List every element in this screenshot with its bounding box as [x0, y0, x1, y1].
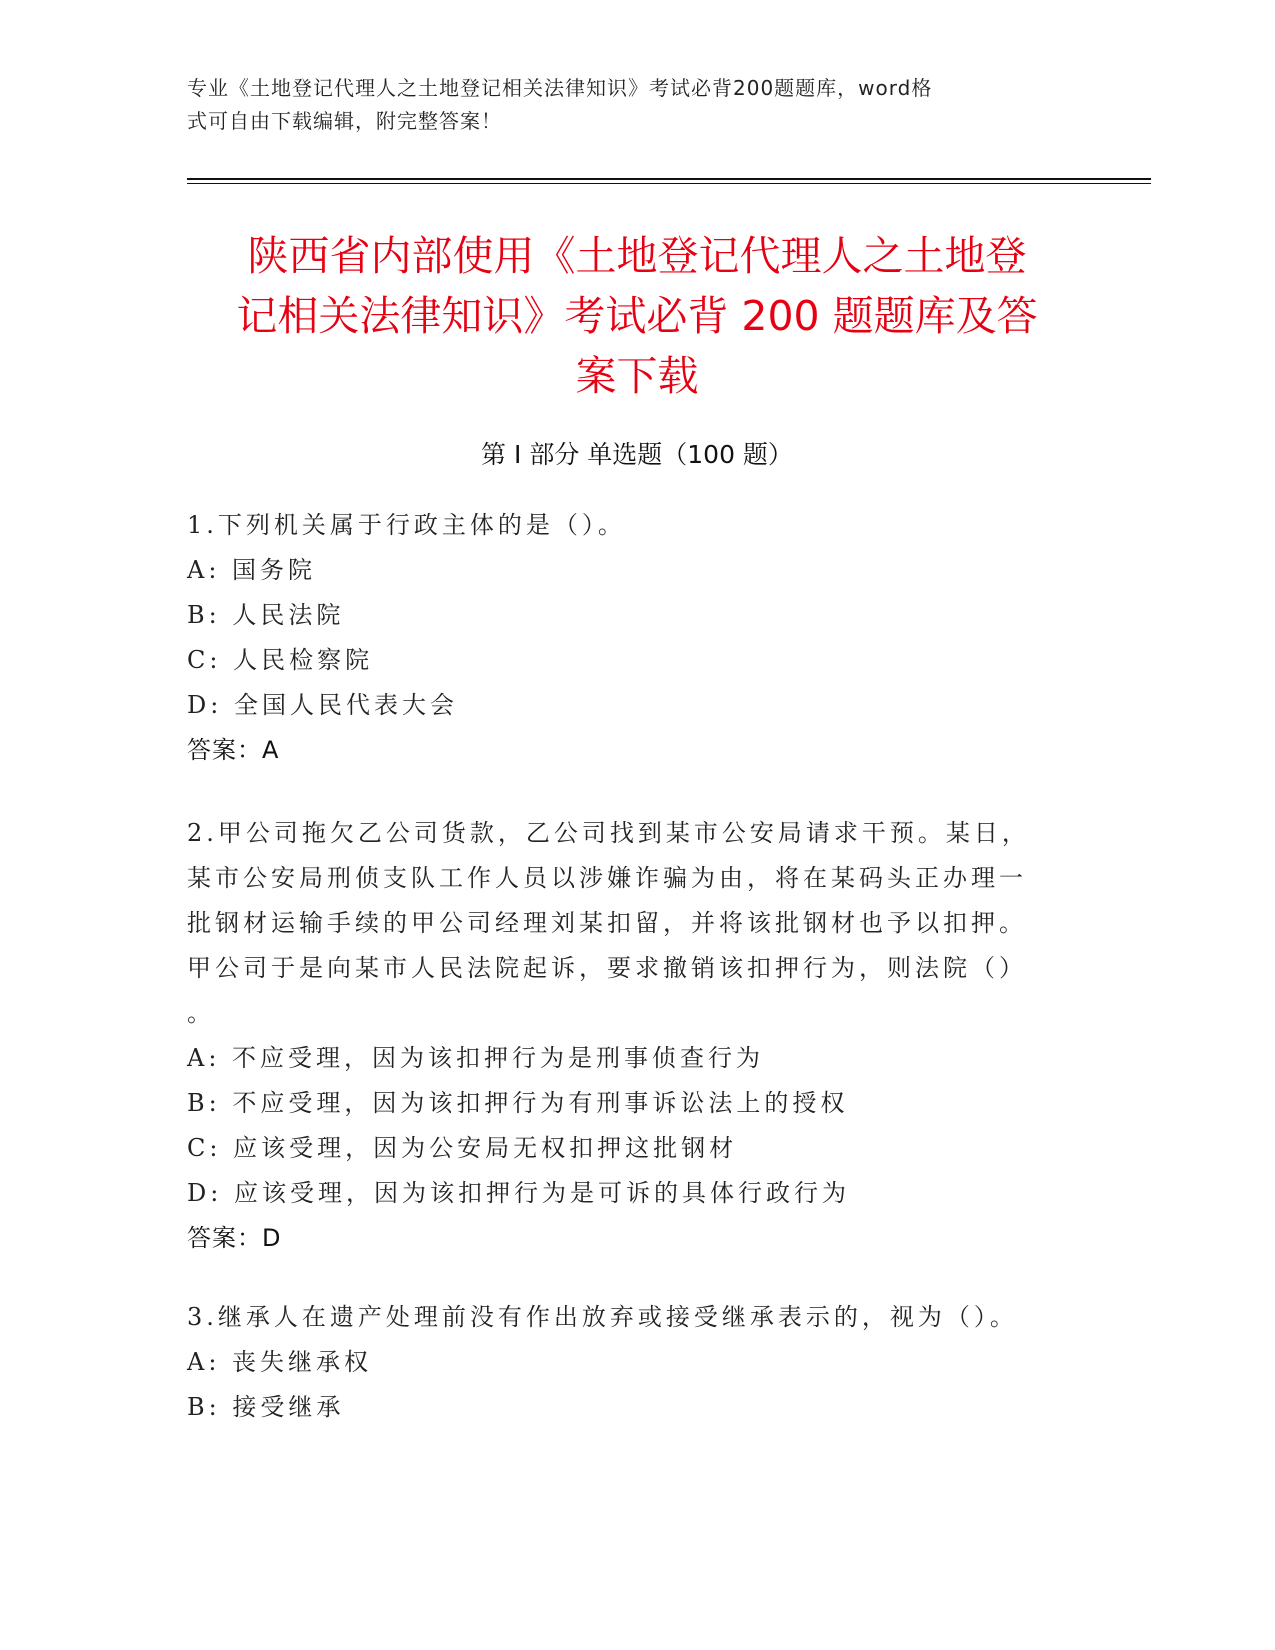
question-1 — [187, 503, 1087, 773]
question-stem: 批钢材运输手续的甲公司经理刘某扣留，并将该批钢材也予以扣押。 — [187, 909, 1027, 937]
question-stem: 。 — [187, 999, 215, 1027]
option-d: D: 全国人民代表大会 — [187, 691, 458, 719]
question-stem: 1.下列机关属于行政主体的是（）。 — [187, 511, 626, 539]
title-line: 记相关法律知识》考试必背 200 题题库及答 — [236, 292, 1038, 340]
question-stem: 某市公安局刑侦支队工作人员以涉嫌诈骗为由，将在某码头正办理一 — [187, 864, 1027, 892]
question-stem: 甲公司于是向某市人民法院起诉，要求撤销该扣押行为，则法院（） — [187, 954, 1027, 982]
header-note-line: 专业《土地登记代理人之土地登记相关法律知识》考试必背200题题库，word格 — [187, 76, 933, 100]
option-b: B: 人民法院 — [187, 601, 345, 629]
document-title — [187, 226, 1087, 406]
question-3 — [187, 1295, 1087, 1430]
option-d: D: 应该受理，因为该扣押行为是可诉的具体行政行为 — [187, 1179, 850, 1207]
section-heading: 第 I 部分 单选题（100 题） — [481, 440, 793, 469]
title-line: 陕西省内部使用《土地登记代理人之土地登 — [247, 232, 1027, 280]
option-a: A: 丧失继承权 — [187, 1348, 373, 1376]
question-2 — [187, 811, 1087, 1261]
question-stem: 2.甲公司拖欠乙公司货款，乙公司找到某市公安局请求干预。某日， — [187, 819, 1030, 847]
header-divider-thick — [187, 178, 1151, 180]
answer-label: 答案：A — [187, 736, 280, 764]
question-stem: 3.继承人在遗产处理前没有作出放弃或接受继承表示的，视为（）。 — [187, 1303, 1018, 1331]
option-a: A: 国务院 — [187, 556, 317, 584]
header-note — [187, 72, 1087, 138]
option-a: A: 不应受理，因为该扣押行为是刑事侦查行为 — [187, 1044, 765, 1072]
option-b: B: 不应受理，因为该扣押行为有刑事诉讼法上的授权 — [187, 1089, 849, 1117]
option-c: C: 人民检察院 — [187, 646, 374, 674]
header-divider-thin — [187, 183, 1151, 184]
header-note-line: 式可自由下载编辑，附完整答案！ — [187, 109, 502, 133]
option-c: C: 应该受理，因为公安局无权扣押这批钢材 — [187, 1134, 738, 1162]
option-b: B: 接受继承 — [187, 1393, 345, 1421]
answer-label: 答案：D — [187, 1224, 282, 1252]
title-line: 案下载 — [575, 352, 699, 400]
